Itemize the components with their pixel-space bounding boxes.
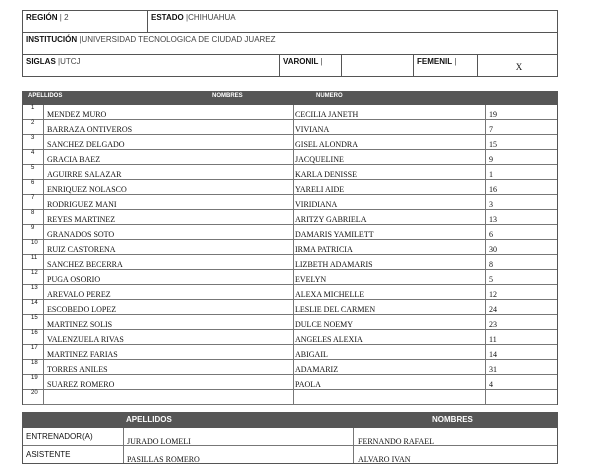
player-numero: 8 — [489, 260, 493, 269]
player-apellidos: VALENZUELA RIVAS — [47, 335, 124, 344]
femenil-cell — [414, 55, 477, 76]
player-nombres: CECILIA JANETH — [295, 110, 359, 119]
divider — [293, 180, 294, 194]
divider — [43, 360, 44, 374]
player-apellidos: MENDEZ MURO — [47, 110, 107, 119]
estado-value: |CHIHUAHUA — [185, 13, 236, 22]
player-numero: 19 — [489, 110, 497, 119]
player-numero: 12 — [489, 290, 497, 299]
siglas-row — [22, 54, 558, 76]
player-row — [23, 195, 557, 210]
player-apellidos: GRACIA BAEZ — [47, 155, 101, 164]
player-row — [23, 285, 557, 300]
player-numero: 15 — [489, 140, 497, 149]
player-row — [23, 345, 557, 360]
row-number: 16 — [31, 330, 38, 336]
player-row — [23, 315, 557, 330]
player-row — [23, 270, 557, 285]
femenil-label: FEMENIL — [417, 57, 453, 66]
player-nombres: EVELYN — [295, 275, 327, 284]
divider — [123, 446, 124, 463]
femenil-value: | — [454, 57, 457, 66]
row-number: 14 — [31, 300, 38, 306]
player-nombres: ANGELES ALEXIA — [295, 335, 363, 344]
divider — [293, 345, 294, 359]
player-row — [23, 330, 557, 345]
player-numero: 14 — [489, 350, 497, 359]
row-number: 8 — [31, 210, 35, 216]
divider — [485, 300, 486, 314]
player-numero: 24 — [489, 305, 497, 314]
player-row — [23, 300, 557, 315]
divider — [43, 165, 44, 179]
player-row — [23, 375, 557, 390]
row-number: 17 — [31, 345, 38, 351]
divider — [293, 225, 294, 239]
row-number: 2 — [31, 120, 35, 126]
divider — [43, 105, 44, 119]
player-apellidos: SANCHEZ BECERRA — [47, 260, 123, 269]
player-numero: 9 — [489, 155, 493, 164]
varonil-value: | — [320, 57, 323, 66]
divider — [341, 55, 342, 76]
divider — [43, 375, 44, 389]
divider — [293, 210, 294, 224]
player-row — [23, 240, 557, 255]
player-apellidos: AGUIRRE SALAZAR — [47, 170, 122, 179]
institucion-value: |UNIVERSIDAD TECNOLOGICA DE CIUDAD JUAREZ — [79, 35, 276, 44]
divider — [485, 360, 486, 374]
siglas-label: SIGLAS — [26, 57, 56, 66]
player-row — [23, 120, 557, 135]
player-row — [23, 150, 557, 165]
divider — [293, 165, 294, 179]
divider — [43, 180, 44, 194]
player-apellidos: GRANADOS SOTO — [47, 230, 115, 239]
player-apellidos: PUGA OSORIO — [47, 275, 101, 284]
divider — [485, 105, 486, 119]
staff-role: ASISTENTE — [26, 450, 71, 459]
staff-apellidos: PASILLAS ROMERO — [127, 455, 200, 464]
player-apellidos: SUAREZ ROMERO — [47, 380, 115, 389]
player-apellidos: ENRIQUEZ NOLASCO — [47, 185, 127, 194]
staff-nombres: FERNANDO RAFAEL — [358, 437, 435, 446]
player-row — [23, 360, 557, 375]
divider — [485, 345, 486, 359]
divider — [43, 315, 44, 329]
divider — [485, 135, 486, 149]
row-number: 7 — [31, 195, 35, 201]
player-nombres: ARITZY GABRIELA — [295, 215, 367, 224]
row-number: 15 — [31, 315, 38, 321]
divider — [293, 360, 294, 374]
divider — [43, 270, 44, 284]
player-nombres: PAOLA — [295, 380, 321, 389]
row-number: 11 — [31, 255, 38, 261]
region-cell — [23, 11, 146, 32]
row-number: 1 — [31, 105, 35, 111]
divider — [293, 105, 294, 119]
player-apellidos: MARTINEZ FARIAS — [47, 350, 118, 359]
player-nombres: LIZBETH ADAMARIS — [295, 260, 373, 269]
row-number: 4 — [31, 150, 35, 156]
player-nombres: YARELI AIDE — [295, 185, 345, 194]
divider — [485, 180, 486, 194]
row-number: 13 — [31, 285, 38, 291]
divider — [485, 210, 486, 224]
category-mark: X — [515, 62, 523, 72]
player-apellidos: AREVALO PEREZ — [47, 290, 111, 299]
staff-col-nombres: NOMBRES — [432, 415, 473, 424]
divider — [43, 225, 44, 239]
player-numero: 1 — [489, 170, 493, 179]
col-numero: NUMERO — [316, 93, 343, 99]
divider — [43, 150, 44, 164]
player-nombres: VIVIANA — [295, 125, 330, 134]
staff-nombres: ALVARO IVAN — [358, 455, 411, 464]
staff-role: ENTRENADOR(A) — [26, 432, 93, 441]
player-nombres: ALEXA MICHELLE — [295, 290, 365, 299]
player-apellidos: REYES MARTINEZ — [47, 215, 116, 224]
divider — [485, 390, 486, 404]
region-value: | 2 — [59, 13, 69, 22]
divider — [353, 446, 354, 463]
player-row — [23, 210, 557, 225]
divider — [43, 240, 44, 254]
player-numero: 3 — [489, 200, 493, 209]
staff-header-bar — [22, 412, 558, 428]
siglas-value: |UTCJ — [58, 57, 81, 66]
siglas-cell — [23, 55, 276, 76]
divider — [43, 345, 44, 359]
divider — [293, 270, 294, 284]
divider — [485, 150, 486, 164]
player-nombres: LESLIE DEL CARMEN — [295, 305, 376, 314]
divider — [43, 330, 44, 344]
divider — [485, 270, 486, 284]
divider — [485, 225, 486, 239]
player-nombres: DAMARIS YAMILETT — [295, 230, 374, 239]
player-nombres: IRMA PATRICIA — [295, 245, 353, 254]
player-numero: 31 — [489, 365, 497, 374]
col-nombres: NOMBRES — [212, 93, 243, 99]
divider — [485, 375, 486, 389]
divider — [485, 330, 486, 344]
staff-table — [22, 428, 558, 464]
player-row — [23, 135, 557, 150]
player-nombres: GISEL ALONDRA — [295, 140, 359, 149]
player-nombres: ADAMARIZ — [295, 365, 339, 374]
divider — [43, 120, 44, 134]
player-nombres: JACQUELINE — [295, 155, 344, 164]
divider — [123, 428, 124, 445]
divider — [293, 315, 294, 329]
player-list — [22, 105, 558, 405]
player-apellidos: SANCHEZ DELGADO — [47, 140, 125, 149]
estado-label: ESTADO — [151, 13, 184, 22]
row-number: 19 — [31, 375, 38, 381]
player-nombres: VIRIDIANA — [295, 200, 338, 209]
staff-row-asistente — [23, 446, 557, 463]
player-row — [23, 180, 557, 195]
institucion-cell — [23, 33, 556, 54]
staff-row-entrenador — [23, 428, 557, 446]
divider — [43, 300, 44, 314]
player-apellidos: BARRAZA ONTIVEROS — [47, 125, 133, 134]
player-numero: 5 — [489, 275, 493, 284]
row-number: 10 — [31, 240, 38, 246]
divider — [485, 255, 486, 269]
player-nombres: ABIGAIL — [295, 350, 328, 359]
row-number: 18 — [31, 360, 38, 366]
roster-form — [22, 10, 558, 464]
divider — [485, 240, 486, 254]
divider — [293, 120, 294, 134]
divider — [43, 195, 44, 209]
divider — [293, 285, 294, 299]
player-numero: 16 — [489, 185, 497, 194]
divider — [43, 255, 44, 269]
player-apellidos: RUIZ CASTORENA — [47, 245, 116, 254]
divider — [293, 195, 294, 209]
region-estado-row — [22, 10, 558, 32]
player-row — [23, 390, 557, 405]
divider — [43, 285, 44, 299]
player-nombres: DULCE NOEMY — [295, 320, 353, 329]
player-numero: 23 — [489, 320, 497, 329]
player-apellidos: ESCOBEDO LOPEZ — [47, 305, 117, 314]
player-row — [23, 225, 557, 240]
player-row — [23, 255, 557, 270]
divider — [293, 330, 294, 344]
staff-col-apellidos: APELLIDOS — [126, 415, 172, 424]
player-row — [23, 105, 557, 120]
divider — [293, 300, 294, 314]
player-numero: 30 — [489, 245, 497, 254]
staff-apellidos: JURADO LOMELI — [127, 437, 191, 446]
row-number: 9 — [31, 225, 35, 231]
divider — [293, 255, 294, 269]
row-number: 20 — [31, 390, 38, 396]
player-apellidos: TORRES ANILES — [47, 365, 108, 374]
estado-cell — [148, 11, 551, 32]
divider — [293, 135, 294, 149]
row-number: 12 — [31, 270, 38, 276]
divider — [293, 150, 294, 164]
divider — [293, 240, 294, 254]
divider — [485, 120, 486, 134]
divider — [293, 375, 294, 389]
institucion-label: INSTITUCIÓN — [26, 35, 78, 44]
row-number: 3 — [31, 135, 35, 141]
varonil-label: VARONIL — [283, 57, 319, 66]
player-row — [23, 165, 557, 180]
player-nombres: KARLA DENISSE — [295, 170, 358, 179]
institucion-row — [22, 32, 558, 54]
row-number: 6 — [31, 180, 35, 186]
divider — [43, 210, 44, 224]
varonil-cell — [280, 55, 343, 76]
divider — [43, 135, 44, 149]
player-numero: 7 — [489, 125, 493, 134]
divider — [293, 390, 294, 404]
player-apellidos: RODRIGUEZ MANI — [47, 200, 117, 209]
player-numero: 11 — [489, 335, 497, 344]
col-apellidos: APELLIDOS — [28, 93, 63, 99]
row-number: 5 — [31, 165, 35, 171]
player-numero: 13 — [489, 215, 497, 224]
player-numero: 6 — [489, 230, 493, 239]
divider — [485, 285, 486, 299]
divider — [485, 195, 486, 209]
player-apellidos: MARTINEZ SOLIS — [47, 320, 113, 329]
divider — [353, 428, 354, 445]
column-header-bar — [22, 91, 558, 105]
divider — [43, 390, 44, 404]
region-label: REGIÓN — [26, 13, 58, 22]
divider — [485, 315, 486, 329]
player-numero: 4 — [489, 380, 493, 389]
divider — [485, 165, 486, 179]
